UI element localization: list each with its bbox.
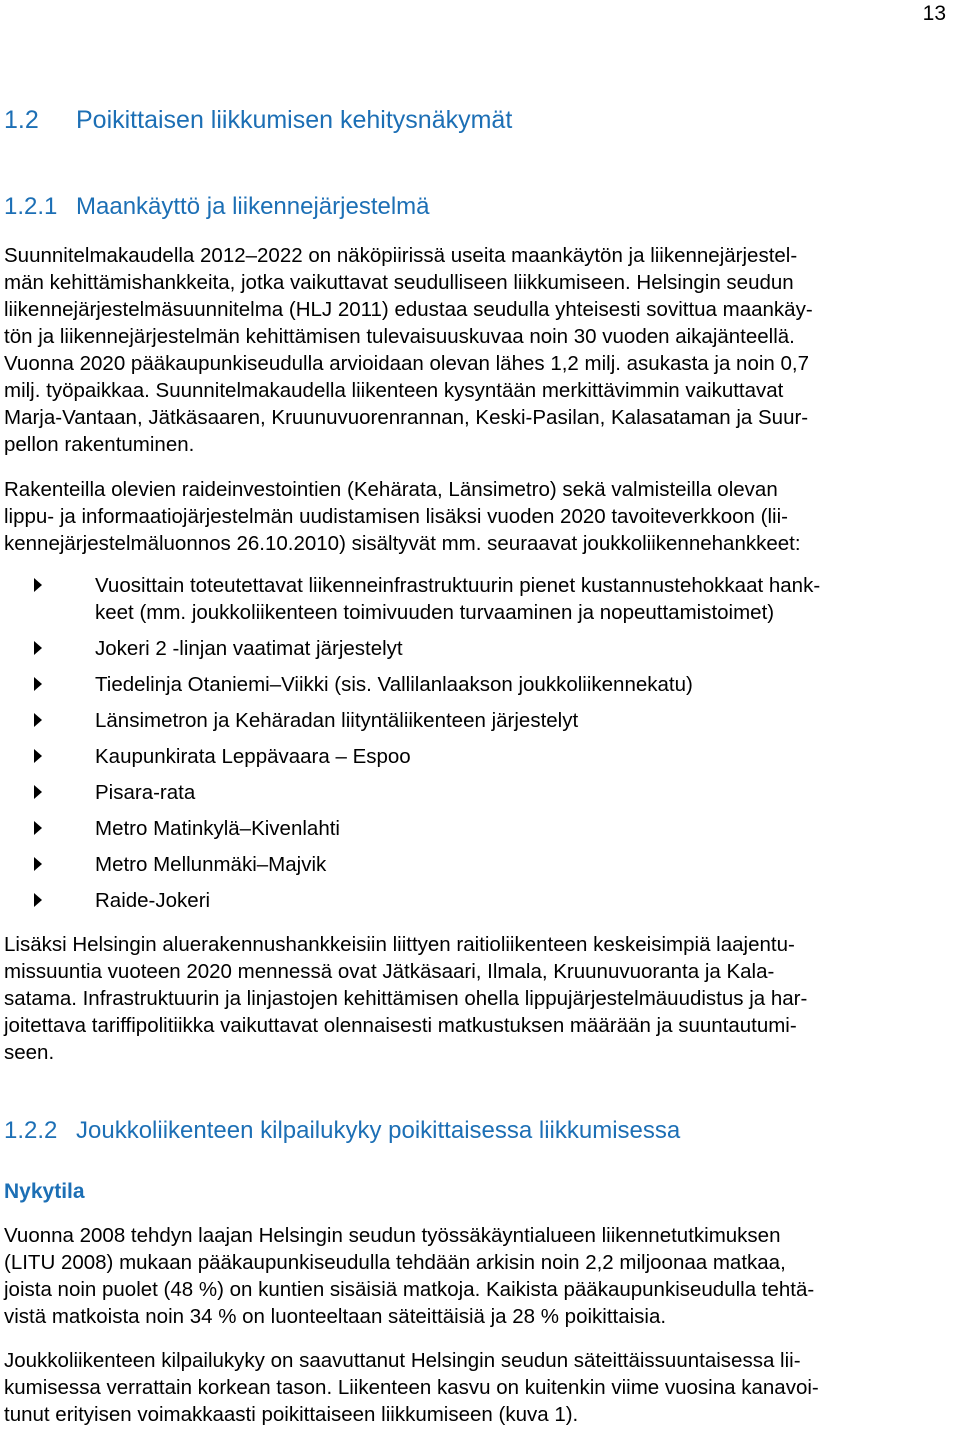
bullet-arrow-icon (34, 749, 42, 763)
list-item-text: keet (mm. joukkoliikenteen toimivuuden turvaaminen ja nopeuttamistoimet) (95, 601, 775, 624)
list-item (0, 671, 960, 698)
section-title: Poikittaisen liikkumisen kehitysnäkymät (76, 106, 513, 134)
paragraph-competitiveness (4, 1347, 954, 1428)
text-line: vistä matkoista noin 34 % on luonteeltaan säteittäisiä ja 28 % poikittaisia. (4, 1305, 667, 1328)
list-item-text: Metro Mellunmäki–Majvik (95, 853, 327, 876)
list-item-text: Kaupunkirata Leppävaara – Espoo (95, 745, 411, 768)
list-item (0, 851, 960, 878)
list-item-text: Tiedelinja Otaniemi–Viikki (sis. Vallilanlaakson joukkoliikennekatu) (95, 673, 693, 696)
paragraph-land-use (4, 242, 954, 458)
text-line: missuuntia vuoteen 2020 mennessä ovat Jätkäsaari, Ilmala, Kruunuvuoranta ja Kala- (4, 960, 775, 983)
list-item (0, 779, 960, 806)
bullet-arrow-icon (34, 578, 42, 592)
text-line: Rakenteilla olevien raideinvestointien (Kehärata, Länsimetro) sekä valmisteilla olevan (4, 478, 778, 501)
list-item-text: Länsimetron ja Kehäradan liityntäliikenteen järjestelyt (95, 709, 579, 732)
text-line: (LITU 2008) mukaan pääkaupunkiseudulla tehdään arkisin noin 2,2 miljoonaa matkaa, (4, 1251, 786, 1274)
text-line: tön ja liikennejärjestelmän kehittämisen tulevaisuuskuvaa noin 30 vuoden aikajänteellä. (4, 325, 795, 348)
section-heading-1-2-1 (4, 193, 430, 221)
list-item (0, 815, 960, 842)
text-line: liikennejärjestelmäsuunnitelma (HLJ 2011) edustaa seudulla yhteisesti sovittua maankäy- (4, 298, 813, 321)
text-line: lippu- ja informaatiojärjestelmän uudistamisen lisäksi vuoden 2020 tavoiteverkkoon (lii- (4, 505, 788, 528)
text-line: milj. työpaikkaa. Suunnitelmakaudella liikenteen kysyntään merkittävimmin vaikuttavat (4, 379, 784, 402)
section-title: Maankäyttö ja liikennejärjestelmä (76, 193, 430, 220)
section-heading-1-2 (4, 106, 512, 135)
text-line: tunut erityisen voimakkaasti poikittaiseen liikkumiseen (kuva 1). (4, 1403, 579, 1426)
list-item-text: Metro Matinkylä–Kivenlahti (95, 817, 340, 840)
list-item (0, 707, 960, 734)
list-item-text: Pisara-rata (95, 781, 196, 804)
list-item (0, 743, 960, 770)
list-item (0, 572, 960, 626)
text-line: Marja-Vantaan, Jätkäsaaren, Kruunuvuorenrannan, Keski-Pasilan, Kalasataman ja Suur- (4, 406, 809, 429)
text-line: kumisessa verrattain korkean tason. Liikenteen kasvu on kuitenkin viime vuosina kanavoi- (4, 1376, 819, 1399)
text-line: kennejärjestelmäluonnos 26.10.2010) sisältyvät mm. seuraavat joukkoliikennehankkeet: (4, 532, 801, 555)
paragraph-rail-investments (4, 476, 954, 557)
bullet-arrow-icon (34, 677, 42, 691)
text-line: Joukkoliikenteen kilpailukyky on saavuttanut Helsingin seudun säteittäissuuntaisessa lii- (4, 1349, 801, 1372)
bullet-arrow-icon (34, 857, 42, 871)
bullet-arrow-icon (34, 821, 42, 835)
project-list (0, 572, 960, 914)
text-line: Vuonna 2020 pääkaupunkiseudulla arvioidaan olevan lähes 1,2 milj. asukasta ja noin 0,7 (4, 352, 810, 375)
list-item-text: Vuosittain toteutettavat liikenneinfrastruktuurin pienet kustannustehokkaat hank- (95, 574, 821, 597)
section-number: 1.2.2 (4, 1117, 58, 1144)
paragraph-tram-expansion (4, 931, 954, 1066)
text-line: joista noin puolet (48 %) on kuntien sisäisiä matkoja. Kaikista pääkaupunkiseudulla tehtä- (4, 1278, 815, 1301)
subheading-nykytila: Nykytila (4, 1180, 85, 1203)
text-line: Lisäksi Helsingin aluerakennushankkeisiin liittyen raitioliikenteen keskeisimpiä laajentu- (4, 933, 795, 956)
text-line: Vuonna 2008 tehdyn laajan Helsingin seudun työssäkäyntialueen liikennetutkimuksen (4, 1224, 781, 1247)
list-item-text: Jokeri 2 -linjan vaatimat järjestelyt (95, 637, 403, 660)
paragraph-litu-2008 (4, 1222, 954, 1330)
section-title: Joukkoliikenteen kilpailukyky poikittaisessa liikkumisessa (76, 1117, 681, 1144)
list-item-text: Raide-Jokeri (95, 889, 211, 912)
text-line: joitettava tariffipolitiikka vaikuttavat olennaisesti matkustuksen määrään ja suuntautumi- (4, 1014, 797, 1037)
text-line: seen. (4, 1041, 55, 1064)
bullet-arrow-icon (34, 893, 42, 907)
bullet-arrow-icon (34, 785, 42, 799)
bullet-arrow-icon (34, 713, 42, 727)
section-number: 1.2.1 (4, 193, 58, 220)
bullet-arrow-icon (34, 641, 42, 655)
section-number: 1.2 (4, 106, 39, 134)
list-item (0, 635, 960, 662)
list-item (0, 887, 960, 914)
section-heading-1-2-2 (4, 1117, 680, 1145)
page-number: 13 (922, 2, 946, 25)
text-line: män kehittämishankkeita, jotka vaikuttavat seudulliseen liikkumiseen. Helsingin seudun (4, 271, 794, 294)
text-line: Suunnitelmakaudella 2012–2022 on näköpiirissä useita maankäytön ja liikennejärjestel- (4, 244, 798, 267)
text-line: satama. Infrastruktuurin ja linjastojen kehittämisen ohella lippujärjestelmäuudistus ja har- (4, 987, 808, 1010)
text-line: pellon rakentuminen. (4, 433, 195, 456)
